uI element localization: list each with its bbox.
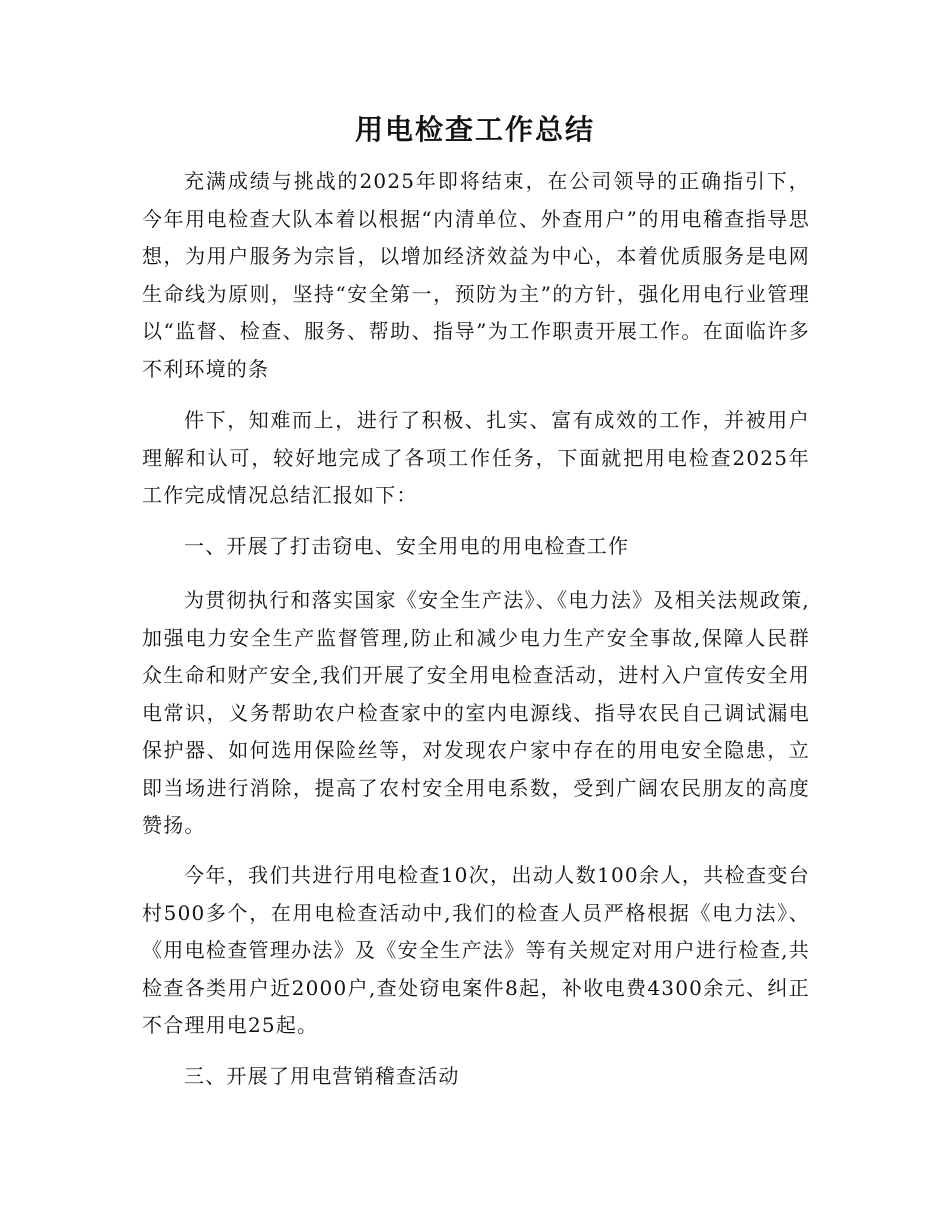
paragraph-safety-inspection: 为贯彻执行和落实国家《安全生产法》、《电力法》及相关法规政策,加强电力安全生产监督管理,防止和减少电力生产安全事故,保障人民群众生命和财产安全,我们开展了安全用电检查活动，进村入户宣传安全用电常识，义务帮助农户检查家中的室内电源线、指导农民自己调试漏电保护器、如何选用保险丝等，对发现农户家中存在的用电安全隐患，立即当场进行消除，提高了农村安全用电系数，受到广阔农民朋友的高度赞扬。 [142, 588, 810, 837]
document-title: 用电检查工作总结 [354, 113, 595, 146]
paragraph-intro-continued: 件下，知难而上，进行了积极、扎实、富有成效的工作，并被用户理解和认可，较好地完成了各项工作任务，下面就把用电检查2025年工作完成情况总结汇报如下： [142, 408, 810, 507]
paragraph-inspection-stats: 今年，我们共进行用电检查10次，出动人数100余人，共检查变台村500多个，在用电检查活动中,我们的检查人员严格根据《电力法》、《用电检查管理办法》及《安全生产法》等有关规定对用户进行检查,共检查各类用户近2000户,查处窃电案件8起，补收电费4300余元、纠正不合理用电25起。 [142, 863, 810, 1037]
section-heading-1: 一、开展了打击窃电、安全用电的用电检查工作 [184, 534, 630, 558]
paragraph-intro: 充满成绩与挑战的2025年即将结束，在公司领导的正确指引下，今年用电检查大队本着以根据“内清单位、外查用户”的用电稽查指导思想，为用户服务为宗旨，以增加经济效益为中心，本着优质服务是电网生命线为原则，坚持“安全第一，预防为主”的方针，强化用电行业管理以“监督、检查、服务、帮助、指导”为工作职责开展工作。在面临许多不利环境的条 [142, 169, 810, 381]
section-heading-3: 三、开展了用电营销稽查活动 [184, 1064, 460, 1088]
